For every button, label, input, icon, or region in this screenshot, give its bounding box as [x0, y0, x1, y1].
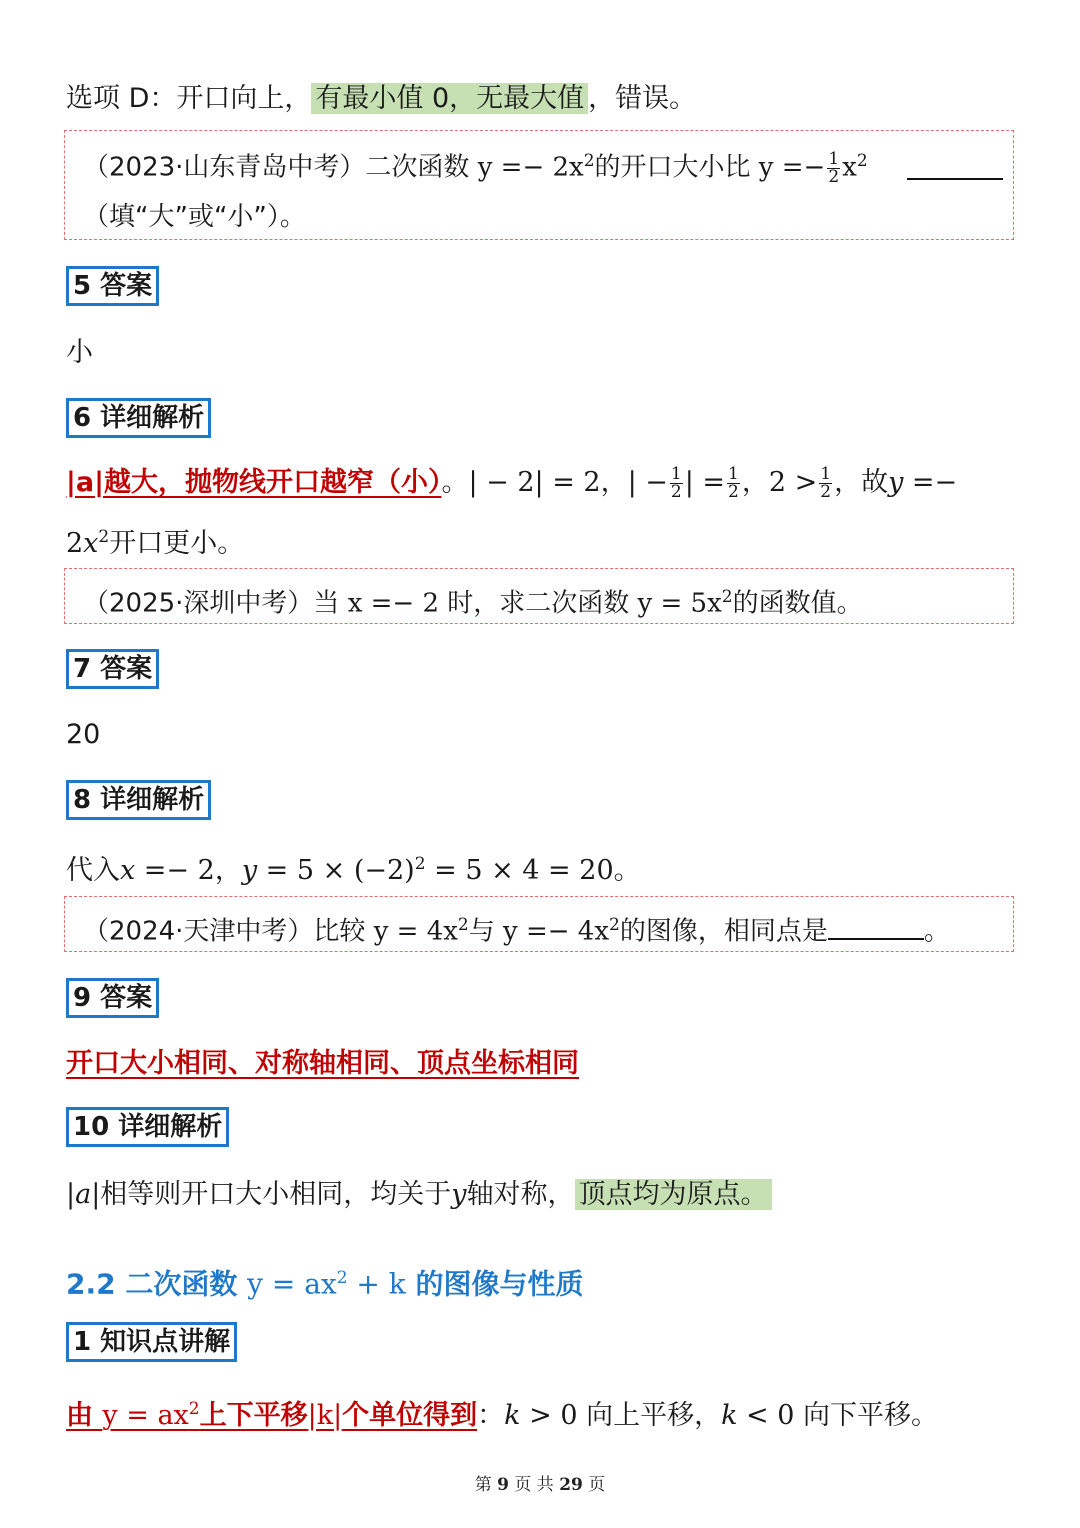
answer-tag-7: 7 答案 [66, 649, 159, 689]
question-qingdao-line1: （2023·山东青岛中考）二次函数 $y =- 2x^2$的开口大小比 y =− $\frac{1}{2}$ $x^2$ [83, 148, 868, 187]
question-shenzhen-line: （2025·深圳中考）当 x =− 2 时，求二次函数 $y = 5x^2$的函数值。 [83, 587, 863, 619]
page-footer: 第 9 页 共 29 页 [474, 1475, 606, 1495]
question-box-tianjin [64, 896, 1014, 952]
analysis-tag-8: 8 详细解析 [66, 780, 211, 820]
analysis-8-line: 代入𝑥 =− 2，𝑦 = $5 \times (-2)^2 = 5 \times 4 = 20$。 [66, 854, 641, 886]
answer-9: 开口大小相同、对称轴相同、顶点坐标相同 [66, 1048, 579, 1079]
option-d-line: 选项 D：开口向上， 有最小值 0，无最大值 ，错误。 [66, 83, 697, 114]
question-box-shenzhen [64, 568, 1014, 624]
answer-5: 小 [66, 337, 93, 368]
answer-blank [907, 177, 1003, 180]
analysis-tag-10: 10 详细解析 [66, 1107, 229, 1147]
question-box-qingdao [64, 130, 1014, 240]
analysis-tag-6: 6 详细解析 [66, 398, 211, 438]
question-tianjin-line: （2024·天津中考）比较 $y = 4x^2$与 $y =- 4x^2$的图像，相同点是 。 [83, 915, 950, 947]
analysis-6-line1: |a|越大，抛物线开口越窄（小）。| − 2| = 2，| − $\frac{1}{2}$ | = $\frac{1}{2}$ ，2 > $\frac{1}{2}$ ，故𝑦 =− [66, 464, 958, 502]
answer-7: 20 [66, 719, 101, 750]
answer-tag-5: 5 答案 [66, 266, 159, 306]
highlight-vertex: 顶点均为原点。 [575, 1179, 772, 1210]
answer-tag-9: 9 答案 [66, 978, 159, 1018]
question-qingdao-line2: （填“大”或“小”）。 [83, 202, 306, 232]
section-title: 2.2 二次函数 $y = ax^2 + k$ 的图像与性质 [66, 1267, 584, 1301]
fraction-half: $\frac{1}{2}$ [828, 148, 840, 187]
answer-blank [828, 937, 924, 940]
analysis-10-line: |𝑎|相等则开口大小相同，均关于𝑦轴对称， 顶点均为原点。 [66, 1176, 772, 1214]
knowledge-tag-1: 1 知识点讲解 [66, 1322, 237, 1362]
analysis-6-line2: 2𝑥$^2$开口更小。 [66, 527, 245, 559]
knowledge-line: 由 $y = ax^2$上下平移|k|个单位得到：𝑘 > 0 向上平移，𝑘 < 0 向下平移。 [66, 1399, 939, 1431]
highlight-min-value: 有最小值 0，无最大值 [311, 83, 588, 114]
